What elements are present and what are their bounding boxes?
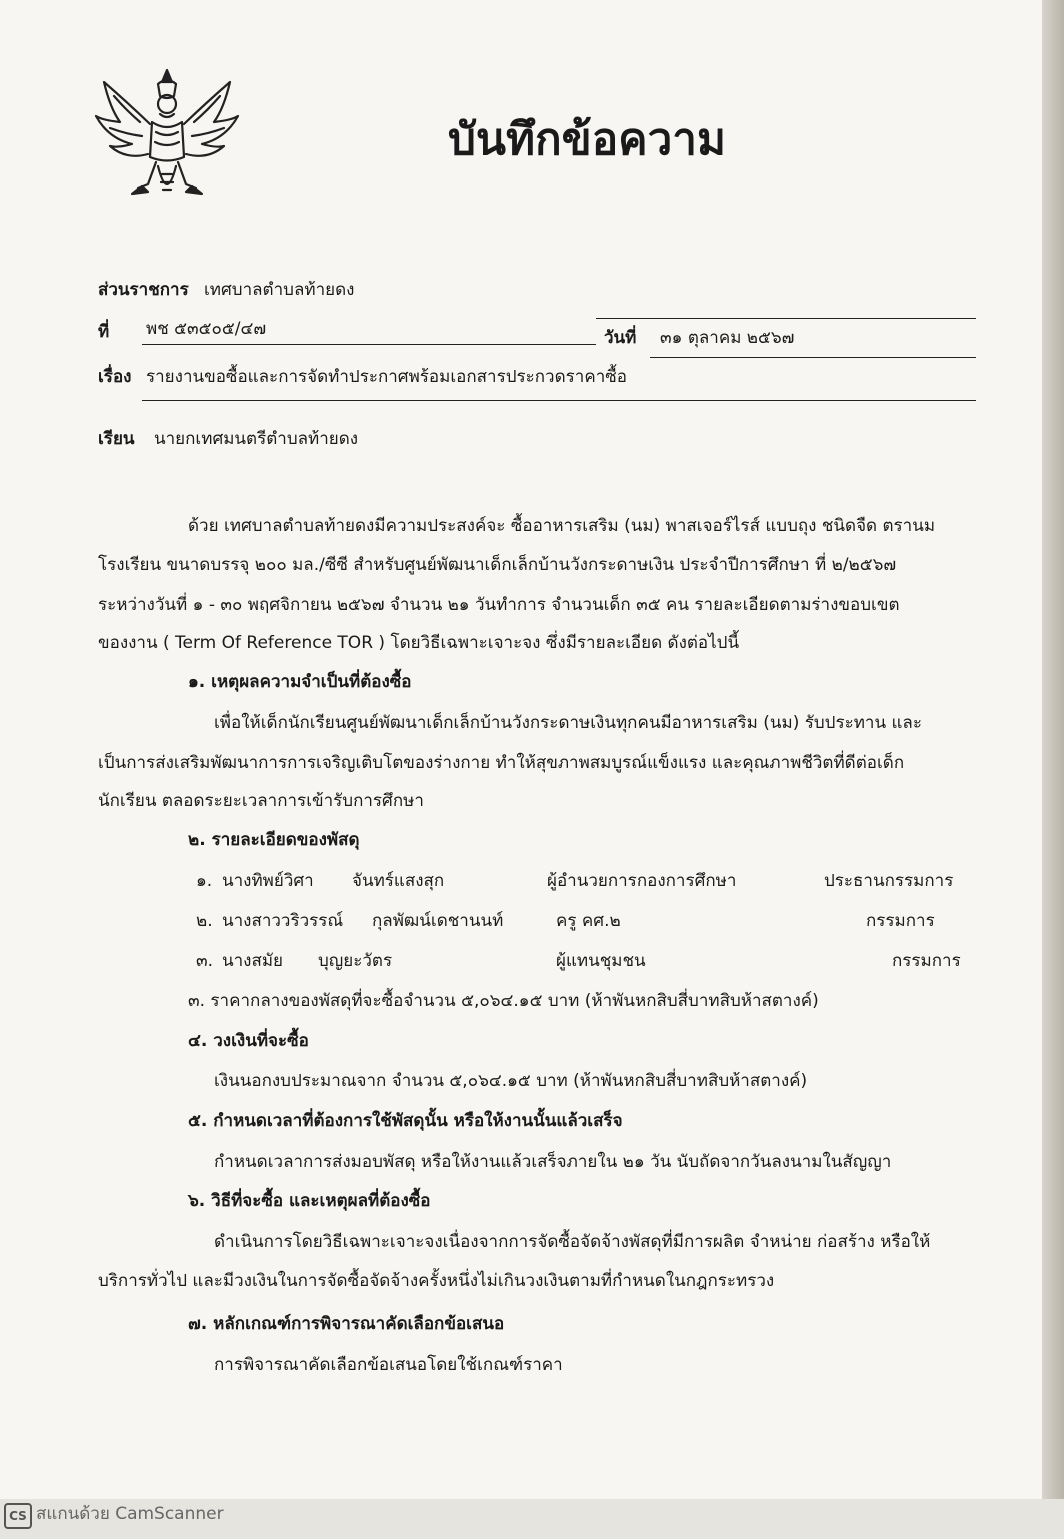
intro-line: ด้วย เทศบาลตำบลท้ายดงมีความประสงค์จะ ซื้ออาหารเสริม (นม) พาสเจอร์ไรส์ แบบถุง ชนิดจืด ตรานม — [188, 516, 936, 536]
committee-role: กรรมการ — [866, 911, 935, 931]
garuda-emblem-icon — [92, 62, 242, 212]
date-value: ๓๑ ตุลาคม ๒๕๖๗ — [660, 328, 795, 348]
committee-surname: จันทร์แสงสุก — [352, 871, 445, 891]
section-6-line: ดำเนินการโดยวิธีเฉพาะเจาะจงเนื่องจากการจัดซื้อจัดจ้างพัสดุที่มีการผลิต จำหน่าย ก่อสร้าง หรือให้ — [214, 1232, 931, 1252]
dept-label: ส่วนราชการ — [98, 280, 189, 300]
camscanner-logo-icon: CS — [4, 1503, 32, 1529]
intro-line: ของงาน ( Term Of Reference TOR ) โดยวิธีเฉพาะเจาะจง ซึ่งมีรายละเอียด ดังต่อไปนี้ — [98, 633, 740, 653]
subject-value: รายงานขอซื้อและการจัดทำประกาศพร้อมเอกสารประกวดราคาซื้อ — [146, 367, 627, 387]
ref-label: ที่ — [98, 322, 110, 342]
camscanner-footer — [0, 1499, 1064, 1539]
section-3-text: ๓. ราคากลางของพัสดุที่จะซื้อจำนวน ๕,๐๖๔.๑๕ บาท (ห้าพันหกสิบสี่บาทสิบห้าสตางค์) — [188, 991, 819, 1011]
section-1-line: เพื่อให้เด็กนักเรียนศูนย์พัฒนาเด็กเล็กบ้านวังกระดาษเงินทุกคนมีอาหารเสริม (นม) รับประทาน และ — [214, 713, 922, 733]
date-label: วันที่ — [604, 328, 637, 348]
subject-label: เรื่อง — [98, 367, 132, 387]
committee-name: นางทิพย์วิศา — [222, 871, 314, 891]
subject-underline — [142, 400, 976, 401]
to-label: เรียน — [98, 429, 135, 449]
memo-title: บันทึกข้อความ — [448, 114, 727, 165]
section-5-text: กำหนดเวลาการส่งมอบพัสดุ หรือให้งานแล้วเสร็จภายใน ๒๑ วัน นับถัดจากวันลงนามในสัญญา — [214, 1152, 892, 1172]
intro-line: ระหว่างวันที่ ๑ - ๓๐ พฤศจิกายน ๒๕๖๗ จำนวน ๒๑ วันทำการ จำนวนเด็ก ๓๕ คน รายละเอียดตามร่างขอบเขต — [98, 595, 900, 615]
date-underline — [650, 357, 976, 358]
section-6-line: บริการทั่วไป และมีวงเงินในการจัดซื้อจัดจ้างครั้งหนึ่งไม่เกินวงเงินตามที่กำหนดในกฎกระทรวง — [98, 1271, 775, 1291]
committee-no: ๓. — [196, 951, 214, 971]
section-7-heading: ๗. หลักเกณฑ์การพิจารณาคัดเลือกข้อเสนอ — [188, 1314, 505, 1334]
section-1-heading: ๑. เหตุผลความจำเป็นที่ต้องซื้อ — [188, 672, 412, 692]
ref-value: พช ๕๓๕๐๕/๔๗ — [146, 319, 267, 339]
committee-position: ผู้อำนวยการกองการศึกษา — [547, 871, 737, 891]
committee-no: ๒. — [196, 911, 213, 931]
section-2-heading: ๒. รายละเอียดของพัสดุ — [188, 830, 360, 850]
section-1-line: เป็นการส่งเสริมพัฒนาการการเจริญเติบโตของร่างกาย ทำให้สุขภาพสมบูรณ์แข็งแรง และคุณภาพชีวิตที่ดีต่อเด็ก — [98, 753, 905, 773]
committee-surname: บุญยะวัตร — [318, 951, 393, 971]
section-1-line: นักเรียน ตลอดระยะเวลาการเข้ารับการศึกษา — [98, 791, 424, 811]
section-4-heading: ๔. วงเงินที่จะซื้อ — [188, 1031, 309, 1051]
committee-name: นางสาววริวรรณ์ — [222, 911, 344, 931]
committee-no: ๑. — [196, 871, 213, 891]
section-6-heading: ๖. วิธีที่จะซื้อ และเหตุผลที่ต้องซื้อ — [188, 1191, 431, 1211]
committee-role: กรรมการ — [892, 951, 961, 971]
committee-role: ประธานกรรมการ — [824, 871, 954, 891]
committee-name: นางสมัย — [222, 951, 284, 971]
committee-position: ผู้แทนชุมชน — [556, 951, 646, 971]
intro-line: โรงเรียน ขนาดบรรจุ ๒๐๐ มล./ซีซี สำหรับศูนย์พัฒนาเด็กเล็กบ้านวังกระดาษเงิน ประจำปีการศึกษา ที่ ๒/๒๕๖๗ — [98, 555, 897, 575]
top-underline — [596, 318, 976, 319]
committee-surname: กุลพัฒน์เดชานนท์ — [372, 911, 504, 931]
ref-underline — [142, 344, 596, 345]
committee-position: ครู คศ.๒ — [556, 911, 621, 931]
page-edge-shadow — [1042, 0, 1064, 1539]
to-value: นายกเทศมนตรีตำบลท้ายดง — [154, 429, 359, 449]
dept-value: เทศบาลตำบลท้ายดง — [204, 280, 355, 300]
section-4-text: เงินนอกงบประมาณจาก จำนวน ๕,๐๖๔.๑๕ บาท (ห้าพันหกสิบสี่บาทสิบห้าสตางค์) — [214, 1071, 808, 1091]
camscanner-watermark: สแกนด้วย CamScanner — [36, 1504, 224, 1524]
section-5-heading: ๕. กำหนดเวลาที่ต้องการใช้พัสดุนั้น หรือให้งานนั้นแล้วเสร็จ — [188, 1111, 623, 1131]
section-7-text: การพิจารณาคัดเลือกข้อเสนอโดยใช้เกณฑ์ราคา — [214, 1355, 563, 1375]
